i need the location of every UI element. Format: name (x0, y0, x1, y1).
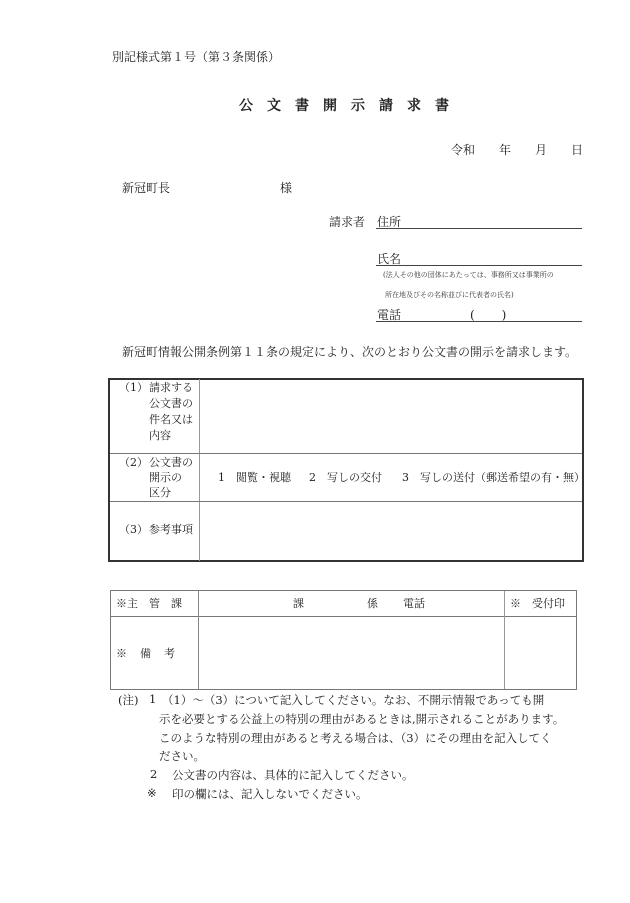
addressee-honorific: 様 (280, 181, 293, 195)
row-label-line: 開示の (149, 471, 182, 484)
phone-label: 電話 (377, 308, 402, 322)
name-note-line2: 所在地及びその名称並びに代表者の氏名) (385, 291, 514, 299)
row-label-line: 公文書の (149, 456, 193, 469)
dept-kakari: 係 (367, 597, 378, 610)
dept-label: ※主 管 課 (116, 597, 182, 610)
note-number: ※ (147, 786, 157, 800)
row-label-line: 請求する (149, 381, 193, 394)
row-number: （1） (119, 381, 148, 394)
requester-label: 請求者 (329, 215, 366, 229)
request-table-row-divider-1 (110, 453, 582, 454)
page-title: 公文書開示請求書 (239, 98, 463, 114)
reference-input-area[interactable] (201, 503, 581, 560)
row-number: （2） (119, 456, 148, 469)
address-underline (376, 228, 582, 229)
request-table-row-divider-2 (110, 501, 582, 502)
row-label-line: 参考事項 (149, 523, 193, 536)
row-label-line: 内容 (149, 429, 171, 442)
note-line: （1）～（3）について記入してください。なお、不開示情報であっても開 (162, 693, 545, 707)
remarks-label: ※ 備 考 (116, 647, 176, 660)
row-label-line: 区分 (149, 486, 171, 499)
date-month: 月 (535, 143, 548, 157)
note-line: 示を必要とする公益上の特別の理由があるときは,開示されることがあります。 (159, 712, 565, 726)
row-label-line: 公文書の (149, 397, 193, 410)
stamp-label: ※ 受付印 (510, 597, 565, 610)
office-table-col-divider-2 (504, 591, 505, 689)
name-label: 氏名 (377, 252, 402, 266)
office-table-col-divider-1 (198, 591, 199, 689)
note-line: ださい。 (159, 749, 205, 763)
addressee-name: 新冠町長 (122, 181, 171, 195)
note-line: このような特別の理由があると考える場合は、（3）にその理由を記入してく (159, 731, 552, 745)
row-label-line: 件名又は (149, 413, 193, 426)
date-year: 年 (499, 143, 512, 157)
row-number: （3） (119, 523, 148, 536)
dept-phone: 電話 (403, 597, 425, 610)
note-number: 2 (150, 767, 158, 781)
form-number: 別記様式第１号（第３条関係） (112, 50, 281, 64)
option-copy-issue[interactable]: 2 写しの交付 (309, 471, 382, 484)
phone-underline (376, 321, 582, 322)
phone-paren[interactable]: ( ) (470, 308, 508, 322)
option-view[interactable]: 1 閲覧・視聴 (218, 471, 291, 484)
date-era: 令和 (451, 143, 476, 157)
request-table-column-divider (199, 379, 200, 561)
dept-ka: 課 (293, 597, 304, 610)
notes-prefix: (注) (118, 693, 139, 707)
note-line: 印の欄には、記入しないでください。 (172, 787, 368, 801)
date-day: 日 (571, 143, 584, 157)
request-statement: 新冠町情報公開条例第１１条の規定により、次のとおり公文書の開示を請求します。 (122, 345, 578, 359)
address-label: 住所 (377, 215, 402, 229)
office-table-row-divider (111, 616, 576, 617)
name-note-line1: (法人その他の団体にあたっては、事務所又は事業所の (383, 271, 554, 279)
note-line: 公文書の内容は、具体的に記入してください。 (172, 768, 414, 782)
name-underline (376, 265, 582, 266)
note-number: 1 (149, 692, 157, 706)
subject-input-area[interactable] (201, 380, 581, 452)
option-copy-mail[interactable]: 3 写しの送付（郵送希望の有・無） (402, 471, 585, 484)
